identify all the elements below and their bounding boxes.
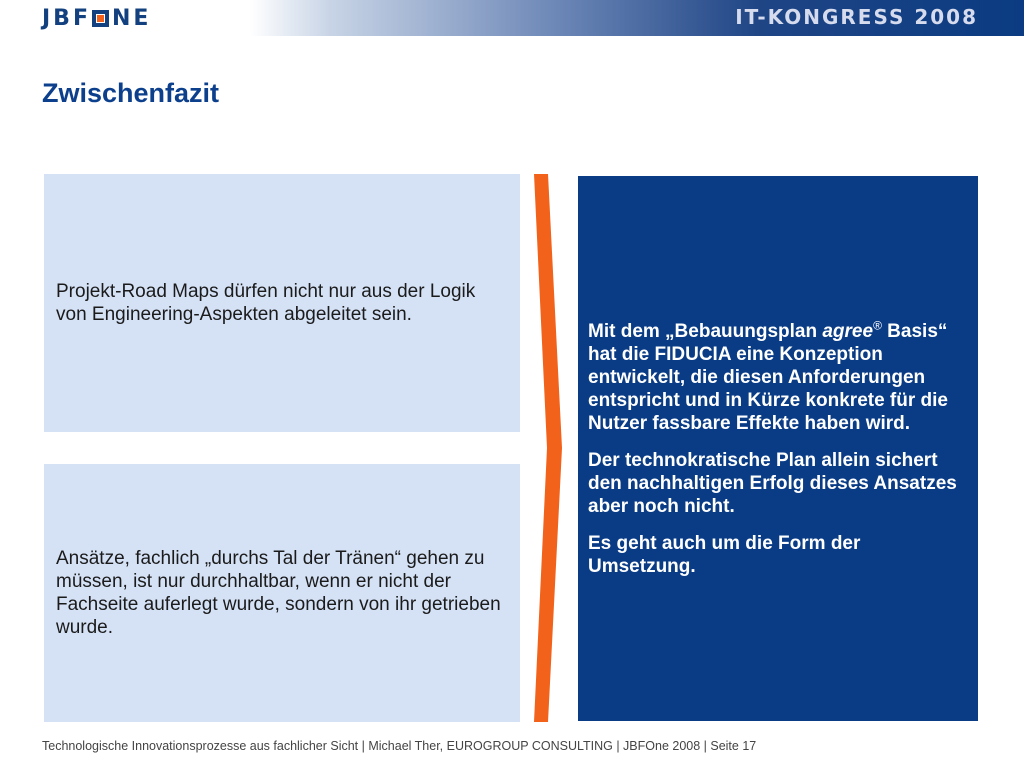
logo-o-icon bbox=[92, 10, 109, 27]
left-box-bottom bbox=[44, 464, 520, 722]
event-title: IT-KONGRESS 2008 bbox=[735, 5, 978, 29]
chevron-arrow-icon bbox=[534, 174, 564, 722]
conclusion-paragraph-1: Mit dem „Bebauungsplan agree® Basis“ hat die FIDUCIA eine Konzeption entwickelt, die diesen Anforderungen entspricht und in Kürze konkrete für die Nutzer fassbare Effekte haben wird. bbox=[588, 318, 948, 434]
logo-text-end: NE bbox=[111, 5, 152, 31]
jbfone-logo bbox=[42, 5, 151, 31]
conclusion-paragraph-3: Es geht auch um die Form der Umsetzung. bbox=[588, 532, 861, 577]
conclusion-paragraph-2: Der technokratische Plan allein sichert den nachhaltigen Erfolg dieses Ansatzes aber noch nicht. bbox=[588, 449, 957, 517]
left-box-top bbox=[44, 174, 520, 432]
left-box-bottom-text: Ansätze, fachlich „durchs Tal der Tränen“ gehen zu müssen, ist nur durchhaltbar, wenn er nicht der Fachseite auferlegt wurde, sondern von ihr getrieben wurde. bbox=[56, 548, 501, 638]
page-title: Zwischenfazit bbox=[42, 78, 220, 108]
registered-mark: ® bbox=[873, 318, 882, 333]
left-box-top-text: Projekt-Road Maps dürfen nicht nur aus der Logik von Engineering-Aspekten abgeleitet sein. bbox=[56, 281, 476, 325]
logo-text-start: JBF bbox=[42, 5, 91, 31]
conclusion-box bbox=[578, 176, 978, 721]
footer-text: Technologische Innovationsprozesse aus fachlicher Sicht | Michael Ther, EUROGROUP CONSULTING | JBFOne 2008 | Seite 17 bbox=[42, 739, 757, 753]
header-banner bbox=[0, 0, 1024, 36]
agree-brand: agree bbox=[822, 320, 874, 342]
